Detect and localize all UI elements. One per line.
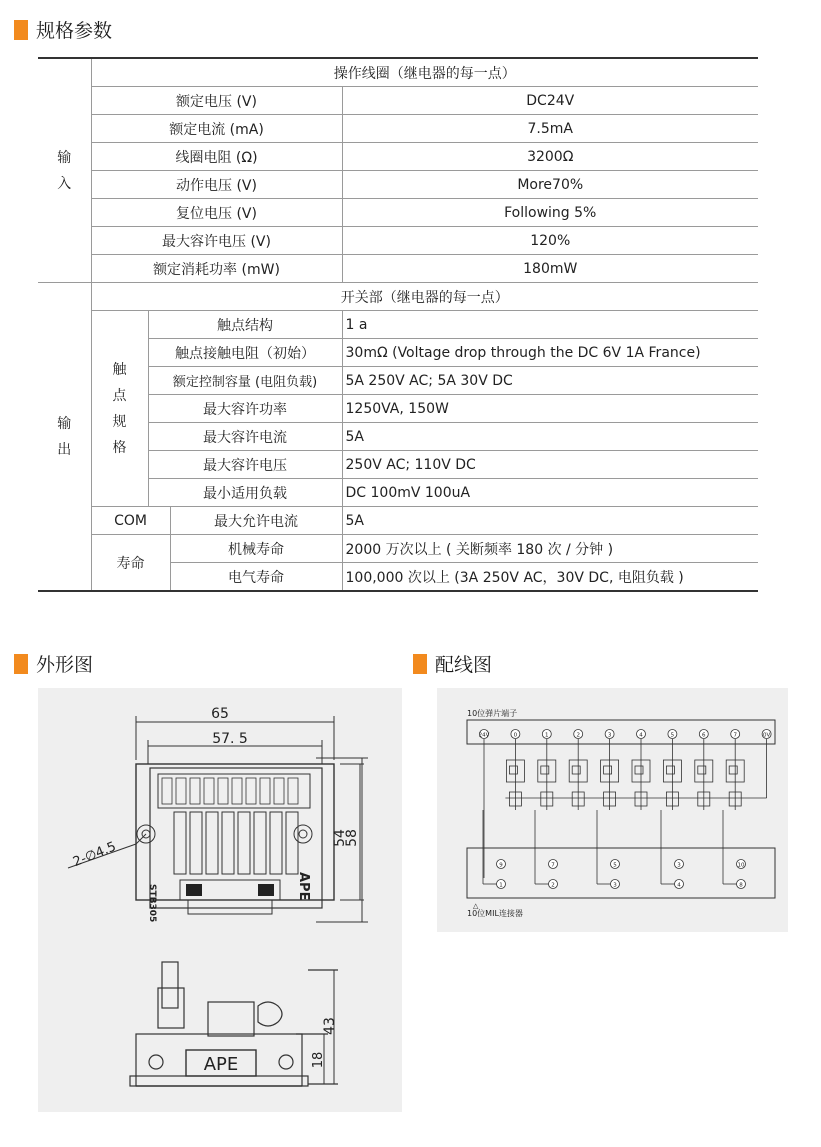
mil-connector-block [467,848,775,898]
model-text: STB305 [147,884,157,923]
table-row: 电气寿命 100,000 次以上 (3A 250V AC，30V DC, 电阻负载 ) [38,563,758,592]
table-row: 线圈电阻 (Ω) 3200Ω [38,143,758,171]
dim-43-text: 43 [322,1017,338,1035]
input-group-label: 输 入 [38,58,91,283]
connector-pin [549,880,558,889]
top-terminal [699,730,708,739]
output-header: 开关部（继电器的每一点） [91,283,758,311]
contact-group-label: 触 点 规 格 [91,311,148,507]
pin1-marker: △ [473,902,479,910]
table-row: 最大容许功率 1250VA, 150W [38,395,758,423]
table-row: 额定电压 (V) DC24V [38,87,758,115]
dim-65-text: 65 [211,706,229,722]
wiring-diagram-panel [437,688,788,932]
svg-text:4: 4 [639,732,643,739]
connector-pin [611,880,620,889]
top-terminal [479,730,490,739]
svg-text:0: 0 [513,732,518,739]
svg-text:1: 1 [545,732,549,739]
svg-text:0V: 0V [762,732,771,739]
dim-hole-text: 2-∅4.5 [71,839,119,871]
dim-575-text: 57. 5 [212,731,248,747]
svg-text:3: 3 [613,882,617,889]
connector-pin [675,860,684,869]
mount-hole-right [294,825,312,843]
top-terminal [574,730,583,739]
svg-text:4: 4 [677,882,681,889]
svg-text:8: 8 [739,882,743,889]
com-row: COM 最大允许电流 5A [38,507,758,535]
output-group-label: 输 出 [38,283,91,592]
table-row: 最大容许电压 (V) 120% [38,227,758,255]
svg-text:3: 3 [677,862,681,869]
top-terminal [511,730,520,739]
connector-pin [675,880,684,889]
outline-section-title: 外形图 [14,650,93,677]
table-row: 动作电压 (V) More70% [38,171,758,199]
output-header-row [38,283,758,311]
section-marker [14,654,28,674]
table-row: 最小适用负载 DC 100mV 100uA [38,479,758,507]
top-terminal [542,730,551,739]
top-terminal [668,730,677,739]
table-row: 寿命 机械寿命 2000 万次以上 ( 关断频率 180 次 / 分钟 ) [38,535,758,563]
svg-text:3: 3 [607,732,612,739]
svg-text:1: 1 [499,882,503,889]
connector-pin [737,880,746,889]
dim-58-text: 58 [344,829,360,847]
dim-18-text: 18 [311,1051,326,1069]
bottom-connector-label: 10位MIL连接器 [467,909,523,918]
top-terminal [605,730,614,739]
top-terminal [731,730,740,739]
connector-pin [497,860,506,869]
table-row: 额定消耗功率 (mW) 180mW [38,255,758,283]
outline-drawing-panel [38,688,402,1112]
table-row: 额定电流 (mA) 7.5mA [38,115,758,143]
wiring-diagram [437,688,788,932]
life-group-label: 寿命 [91,535,170,592]
connector-pin [737,860,746,869]
table-row: 最大容许电压 250V AC; 110V DC [38,451,758,479]
svg-text:24V: 24V [478,732,490,739]
table-row: 最大容许电流 5A [38,423,758,451]
svg-text:5: 5 [613,862,617,869]
input-header: 操作线圈（继电器的每一点） [91,58,758,87]
svg-text:2: 2 [576,732,580,739]
svg-text:5: 5 [670,732,675,739]
connector-pin [549,860,558,869]
brand-text-side: APE [203,1054,239,1075]
dim-54-text: 54 [332,829,348,847]
spec-section-title: 规格参数 [14,16,112,43]
svg-text:6: 6 [702,732,706,739]
outline-drawing [38,688,402,1112]
section-marker [413,654,427,674]
connector-pin [497,880,506,889]
table-row: 触点接触电阻（初始） 30mΩ (Voltage drop through the DC 6V 1A France) [38,339,758,367]
input-header-row [38,58,758,87]
svg-text:2: 2 [551,882,555,889]
wiring-section-title: 配线图 [413,650,492,677]
top-terminal [637,730,646,739]
section-marker [14,20,28,40]
svg-text:7: 7 [551,862,555,869]
svg-text:10: 10 [737,862,745,869]
spec-table [38,57,758,592]
svg-text:9: 9 [499,862,503,869]
svg-text:7: 7 [733,732,737,739]
table-row: 额定控制容量 (电阻负载) 5A 250V AC; 5A 30V DC [38,367,758,395]
top-terminal-label: 10位弹片端子 [467,709,518,718]
table-row: 触 点 规 格 触点结构 1 a [38,311,758,339]
top-terminal [762,730,771,739]
connector-pin [611,860,620,869]
brand-text-top: APE [296,872,311,901]
table-row: 复位电压 (V) Following 5% [38,199,758,227]
